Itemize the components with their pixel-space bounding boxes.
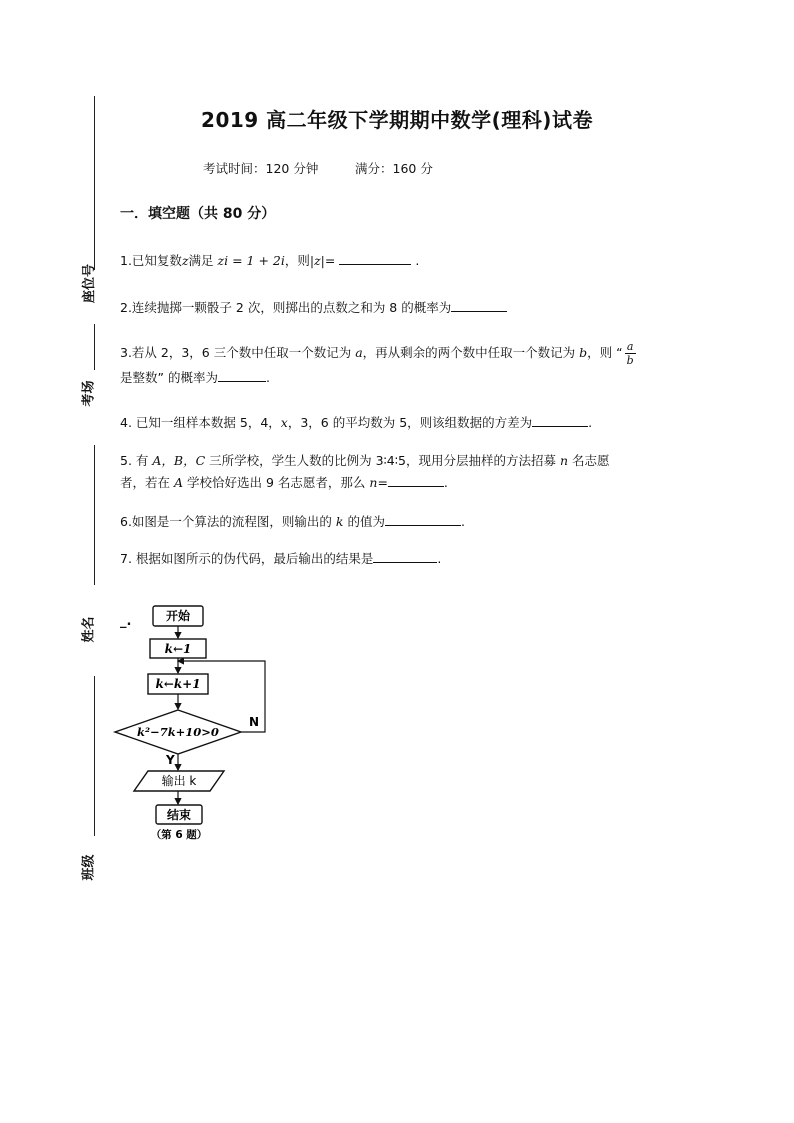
end-label: 结束: [166, 808, 192, 822]
class-label: 班级: [81, 854, 97, 881]
question-3: 3.若从 2，3，6 三个数中任取一个数记为 a，再从剩余的两个数中任取一个数记为 b，则 “ $\frac{a}{b}$ 是整数” 的概率为 .: [120, 340, 634, 385]
answer-blank[interactable]: [385, 511, 461, 526]
init-label: k←1: [164, 642, 192, 656]
student-name-label: 姓名: [81, 616, 97, 643]
binding-line-2: [94, 324, 95, 370]
question-5: 5. 有 A，B，C 三所学校，学生人数的比例为 3∶4∶5，现用分层抽样的方法招募 n 名志愿 者，若在 A 学校恰好选出 9 名志愿者，那么 n= .: [120, 453, 610, 490]
question-1: 1.已知复数z满足 zi = 1 + 2i，则|z|= .: [120, 250, 690, 272]
question-4: 4. 已知一组样本数据 5，4，x，3，6 的平均数为 5，则该组数据的方差为 .: [120, 412, 690, 434]
binding-line-4: [94, 676, 95, 836]
no-label: N: [249, 715, 260, 729]
output-label: 输出 k: [161, 774, 197, 788]
start-label: 开始: [165, 609, 191, 623]
full-score: 满分：160 分: [355, 161, 433, 176]
question-2: 2.连续抛掷一颗骰子 2 次，则掷出的点数之和为 8 的概率为: [120, 297, 690, 319]
seat-number-label: 座位号: [82, 263, 98, 304]
page-title: 2019 高二年级下学期期中数学(理科)试卷: [201, 108, 593, 132]
answer-blank[interactable]: [388, 472, 444, 487]
answer-blank[interactable]: [218, 367, 266, 382]
answer-blank[interactable]: [373, 548, 437, 563]
fraction-a-over-b: $\frac{a}{b}$: [626, 340, 634, 367]
answer-blank[interactable]: [532, 412, 588, 427]
exam-time: 考试时间：120 分钟: [203, 161, 319, 176]
flowchart-figure: [110, 598, 280, 848]
decision-label: k²−7k+10>0: [137, 725, 219, 739]
question-7: 7. 根据如图所示的伪代码，最后输出的结果是 .: [120, 548, 690, 570]
section-title: 一．填空题（共 80 分）: [120, 206, 276, 222]
step-label: k←k+1: [155, 677, 201, 691]
answer-blank[interactable]: [451, 297, 507, 312]
question-6: 6.如图是一个算法的流程图，则输出的 k 的值为 .: [120, 511, 690, 533]
flowchart-caption: （第 6 题）: [150, 829, 208, 841]
yes-label: Y: [166, 753, 175, 767]
binding-line-3: [94, 445, 95, 585]
answer-blank[interactable]: [339, 250, 411, 265]
exam-room-label: 考场: [81, 380, 97, 407]
binding-mark: _.: [120, 614, 132, 629]
